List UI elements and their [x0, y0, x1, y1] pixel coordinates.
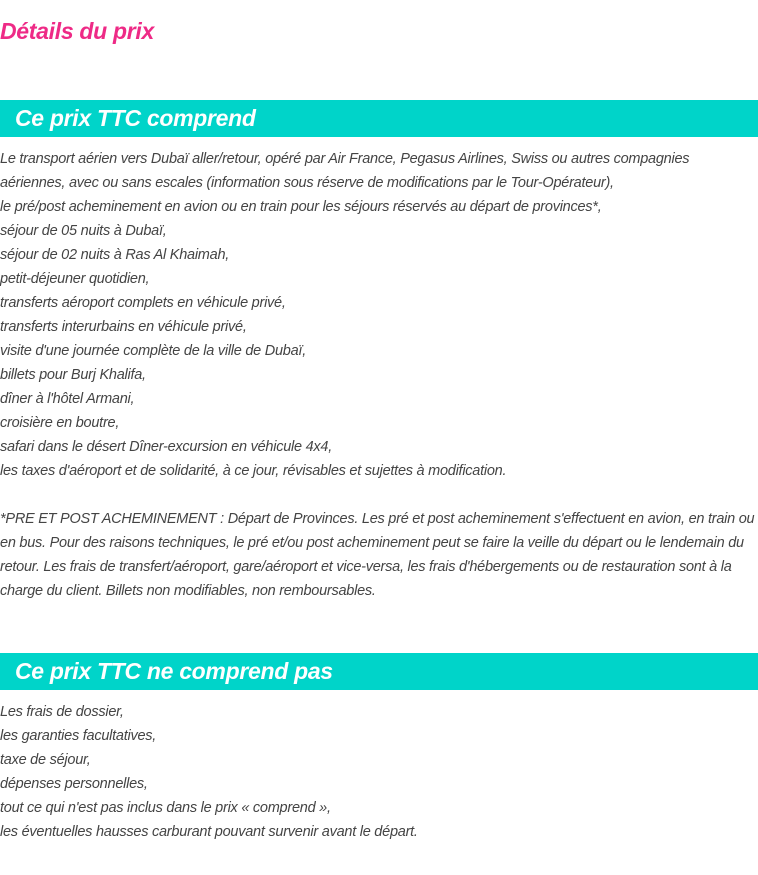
includes-line: le pré/post acheminement en avion ou en train pour les séjours réservés au départ de provinces*, [0, 199, 602, 215]
includes-line: visite d'une journée complète de la ville de Dubaï, [0, 343, 306, 359]
includes-section-header [0, 100, 758, 137]
includes-line: transferts interurbains en véhicule privé, [0, 319, 247, 335]
includes-list [0, 147, 758, 483]
excludes-line: dépenses personnelles, [0, 776, 148, 792]
excludes-section-header [0, 653, 758, 690]
includes-line: croisière en boutre, [0, 415, 120, 431]
includes-line: dîner à l'hôtel Armani, [0, 391, 135, 407]
acheminement-note [0, 507, 758, 603]
includes-line: séjour de 02 nuits à Ras Al Khaimah, [0, 247, 230, 263]
includes-heading: Ce prix TTC comprend [15, 105, 256, 131]
excludes-heading: Ce prix TTC ne comprend pas [15, 658, 333, 684]
excludes-line: tout ce qui n'est pas inclus dans le prix « comprend », [0, 800, 331, 816]
excludes-list [0, 700, 758, 844]
includes-line: les taxes d'aéroport et de solidarité, à ce jour, révisables et sujettes à modification. [0, 463, 507, 479]
includes-line: aériennes, avec ou sans escales (information sous réserve de modifications par le Tour-Opérateur), [0, 175, 614, 191]
includes-line: safari dans le désert Dîner-excursion en véhicule 4x4, [0, 439, 333, 455]
excludes-line: les éventuelles hausses carburant pouvant survenir avant le départ. [0, 824, 418, 840]
excludes-line: taxe de séjour, [0, 752, 91, 768]
includes-line: billets pour Burj Khalifa, [0, 367, 146, 383]
includes-line: Le transport aérien vers Dubaï aller/retour, opéré par Air France, Pegasus Airlines, Swiss ou autres compagnies [0, 151, 690, 167]
includes-line: petit-déjeuner quotidien, [0, 271, 150, 287]
acheminement-note-text: *PRE ET POST ACHEMINEMENT : Départ de Provinces. Les pré et post acheminement s'effectuent en avion, en train ou en bus. Pour des raisons techniques, le pré et/ou post acheminement peut se faire la veille du départ ou le lendemain du retour. Les frais de transfert/aéroport, gare/aéroport et vice-versa, les frais d'hébergements ou de restauration sont à la charge du client. Billets non modifiables, non remboursables. [0, 511, 755, 599]
includes-line: séjour de 05 nuits à Dubaï, [0, 223, 167, 239]
page-title: Détails du prix [0, 18, 154, 44]
excludes-line: les garanties facultatives, [0, 728, 157, 744]
includes-line: transferts aéroport complets en véhicule privé, [0, 295, 286, 311]
excludes-line: Les frais de dossier, [0, 704, 124, 720]
